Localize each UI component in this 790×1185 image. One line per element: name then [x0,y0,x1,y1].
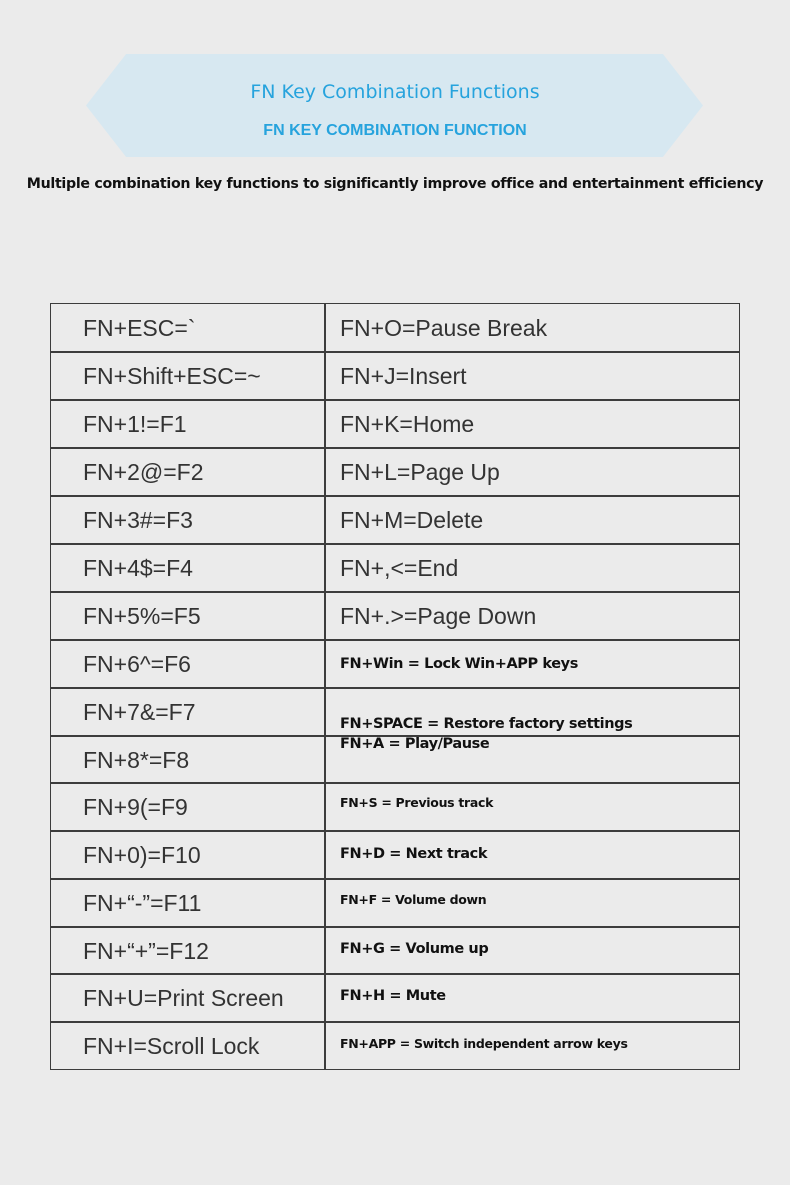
left-cell-f7: FN+7&=F7 [83,699,196,725]
right-cell-arrow-keys: FN+APP = Switch independent arrow keys [340,1036,628,1051]
right-cell-volume-up: FN+G = Volume up [340,941,489,957]
right-cell-delete: FN+M=Delete [340,507,484,533]
left-cell-f5: FN+5%=F5 [83,603,201,629]
left-cell-f6: FN+6^=F6 [83,651,191,677]
left-cell-f4: FN+4$=F4 [83,555,193,581]
right-cell-page-down: FN+.>=Page Down [340,603,537,629]
page-subtitle: FN KEY COMBINATION FUNCTION [263,122,527,139]
left-cell-f11: FN+“-”=F11 [83,890,202,916]
left-cell-f8: FN+8*=F8 [83,747,190,773]
left-cell-f12: FN+“+”=F12 [83,938,209,964]
tagline: Multiple combination key functions to significantly improve office and entertainment efficiency [26,176,764,192]
right-cell-lock-win: FN+Win = Lock Win+APP keys [340,656,578,672]
right-cell-end: FN+,<=End [340,555,459,581]
left-cell-f9: FN+9(=F9 [83,794,188,820]
right-cell-factory-reset: FN+SPACE = Restore factory settings [340,716,633,732]
right-cell-next-track: FN+D = Next track [340,846,488,862]
left-cell-f10: FN+0)=F10 [83,842,201,868]
left-cell-shift-esc: FN+Shift+ESC=~ [83,363,261,389]
left-cell-print-screen: FN+U=Print Screen [83,985,284,1011]
right-cell-volume-down: FN+F = Volume down [340,892,487,907]
right-cell-mute: FN+H = Mute [340,988,446,1004]
left-cell-f2: FN+2@=F2 [83,459,204,485]
page-title: FN Key Combination Functions [250,81,540,103]
left-cell-f3: FN+3#=F3 [83,507,193,533]
left-cell-esc: FN+ESC=` [83,315,196,341]
right-cell-pause-break: FN+O=Pause Break [340,315,548,341]
fn-key-table [50,303,740,1070]
left-cell-f1: FN+1!=F1 [83,411,187,437]
right-cell-insert: FN+J=Insert [340,363,467,389]
right-cell-play-pause: FN+A = Play/Pause [340,736,490,752]
right-cell-page-up: FN+L=Page Up [340,459,500,485]
left-cell-scroll-lock: FN+I=Scroll Lock [83,1033,260,1059]
title-banner [86,54,703,157]
right-cell-home: FN+K=Home [340,411,475,437]
right-cell-previous-track: FN+S = Previous track [340,795,494,810]
